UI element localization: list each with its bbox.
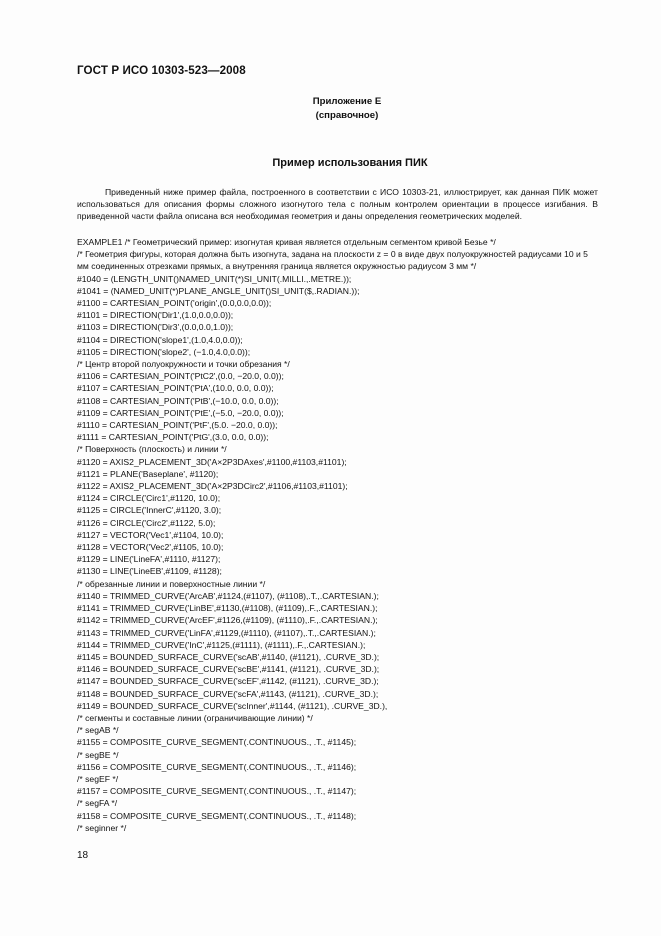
code-listing xyxy=(77,236,617,834)
code-line: #1128 = VECTOR('Vec2',#1105, 10.0); xyxy=(77,542,224,553)
code-line: #1104 = DIRECTION('slope1',(1.0,4.0,0.0)); xyxy=(77,334,243,345)
intro-text xyxy=(77,186,598,223)
code-line: #1109 = CARTESIAN_POINT('PtE',(−5.0, −20.0, 0.0)); xyxy=(77,407,284,418)
code-line: /* обрезанные линии и поверхностные линии */ xyxy=(77,578,266,589)
code-line: #1121 = PLANE('Baseplane', #1120); xyxy=(77,468,219,479)
code-line: #1149 = BOUNDED_SURFACE_CURVE('scInner',#1144, (#1121), .CURVE_3D.), xyxy=(77,700,388,711)
code-line: /* seginner */ xyxy=(77,822,127,833)
code-line: #1141 = TRIMMED_CURVE('LinBE',#1130,(#1108), (#1109),.F.,.CARTESIAN.); xyxy=(77,603,378,614)
code-line: /* segAB */ xyxy=(77,725,119,736)
code-line: #1040 = (LENGTH_UNIT()NAMED_UNIT(*)SI_UNIT(.MILLI.,.METRE.)); xyxy=(77,273,352,284)
code-line: #1103 = DIRECTION('Dir3',(0.0,0.0,1.0)); xyxy=(77,322,234,333)
code-line: #1105 = DIRECTION('slope2', (−1.0,4.0,0.0)); xyxy=(77,346,251,357)
appendix-heading xyxy=(262,95,432,123)
code-line: #1122 = AXIS2_PLACEMENT_3D('A×2P3DCirc2',#1106,#1103,#1101); xyxy=(77,481,348,492)
code-line: #1111 = CARTESIAN_POINT('PtG',(3.0, 0.0, 0.0)); xyxy=(77,432,269,443)
code-line: #1157 = COMPOSITE_CURVE_SEGMENT(.CONTINUOUS., .T., #1147); xyxy=(77,786,357,797)
code-line: /* segEF */ xyxy=(77,773,119,784)
code-line: #1101 = DIRECTION('Dir1',(1.0,0.0,0.0)); xyxy=(77,310,234,321)
code-line: #1147 = BOUNDED_SURFACE_CURVE('scEF',#1142, (#1121), .CURVE_3D.); xyxy=(77,676,379,687)
code-line: #1146 = BOUNDED_SURFACE_CURVE('scBE',#1141, (#1121), .CURVE_3D.); xyxy=(77,664,380,675)
code-line: #1155 = COMPOSITE_CURVE_SEGMENT(.CONTINUOUS., .T., #1145); xyxy=(77,737,357,748)
code-line: #1124 = CIRCLE('Circ1',#1120, 10.0); xyxy=(77,493,221,504)
code-line: #1144 = TRIMMED_CURVE('InC',#1125,(#1111), (#1111),.F.,.CARTESIAN.); xyxy=(77,639,366,650)
code-line: #1041 = (NAMED_UNIT(*)PLANE_ANGLE_UNIT()SI_UNIT($,.RADIAN.)); xyxy=(77,285,360,296)
code-line: #1125 = CIRCLE('InnerC',#1120, 3.0); xyxy=(77,505,222,516)
code-line: #1129 = LINE('LineFA',#1110, #1127); xyxy=(77,554,221,565)
code-line: #1145 = BOUNDED_SURFACE_CURVE('scAB',#1140, (#1121), .CURVE_3D.); xyxy=(77,651,380,662)
code-line: #1148 = BOUNDED_SURFACE_CURVE('scFA',#1143, (#1121), .CURVE_3D.); xyxy=(77,688,379,699)
appendix-subtitle: (справочное) xyxy=(315,110,379,121)
code-line: #1107 = CARTESIAN_POINT('PtA',(10.0, 0.0, 0.0)); xyxy=(77,383,274,394)
code-line: #1126 = CIRCLE('Circ2',#1122, 5.0); xyxy=(77,517,216,528)
code-line: #1120 = AXIS2_PLACEMENT_3D('A×2P3DAxes',#1100,#1103,#1101); xyxy=(77,456,347,467)
code-line: /* Геометрия фигуры, которая должна быть изогнута, задана на плоскости z = 0 в виде двух полуокружностей радиусами 10 и 5 мм соединенных отрезками прямых, а внутренняя граница является окружностью радиусом 3 мм */ xyxy=(77,249,588,272)
code-line: /* сегменты и составные линии (ограничивающие линии) */ xyxy=(77,712,313,723)
code-line: #1108 = CARTESIAN_POINT('PtB',(−10.0, 0.0, 0.0)); xyxy=(77,395,279,406)
code-line: #1100 = CARTESIAN_POINT('origin',(0.0,0.0,0.0)); xyxy=(77,298,272,309)
code-line: /* segBE */ xyxy=(77,749,119,760)
section-title: Пример использования ПИК xyxy=(272,157,428,169)
code-line: /* Центр второй полуокружности и точки обрезания */ xyxy=(77,359,290,370)
code-line: #1106 = CARTESIAN_POINT('PtC2',(0.0, −20.0, 0.0)); xyxy=(77,371,284,382)
code-line: #1143 = TRIMMED_CURVE('LinFA',#1129,(#1110), (#1107),.T.,.CARTESIAN.); xyxy=(77,627,376,638)
code-line: #1140 = TRIMMED_CURVE('ArcAB',#1124,(#1107), (#1108),.T.,.CARTESIAN.); xyxy=(77,590,379,601)
page-number: 18 xyxy=(77,850,89,861)
appendix-title: Приложение Е xyxy=(312,96,382,107)
code-line: #1142 = TRIMMED_CURVE('ArcEF',#1126,(#1109), (#1110),.F.,.CARTESIAN.); xyxy=(77,615,378,626)
code-line: /* segFA */ xyxy=(77,798,118,809)
code-line: #1156 = COMPOSITE_CURVE_SEGMENT(.CONTINUOUS., .T., #1146); xyxy=(77,761,357,772)
code-line: #1110 = CARTESIAN_POINT('PtF',(5.0. −20.0, 0.0)); xyxy=(77,420,278,431)
code-line: #1127 = VECTOR('Vec1',#1104, 10.0); xyxy=(77,529,224,540)
code-line: #1158 = COMPOSITE_CURVE_SEGMENT(.CONTINUOUS., .T., #1148); xyxy=(77,810,357,821)
code-line: EXAMPLE1 /* Геометрический пример: изогнутая кривая является отдельным сегментом кривой Безье */ xyxy=(77,237,496,247)
page-header-standard-number: ГОСТ Р ИСО 10303-523—2008 xyxy=(77,64,246,77)
intro-paragraph: Приведенный ниже пример файла, построенного в соответствии с ИСО 10303-21, иллюстрирует, как данная ПИК может использоваться для описания формы сложного изогнутого тела с полным контролем ориентации в процессе изгибания. В приведенной части файла описана вся необходимая геометрия и даны определения геометрических моделей. xyxy=(77,187,598,222)
code-line: /* Поверхность (плоскость) и линии */ xyxy=(77,444,227,455)
code-line: #1130 = LINE('LineEB',#1109, #1128); xyxy=(77,566,222,577)
